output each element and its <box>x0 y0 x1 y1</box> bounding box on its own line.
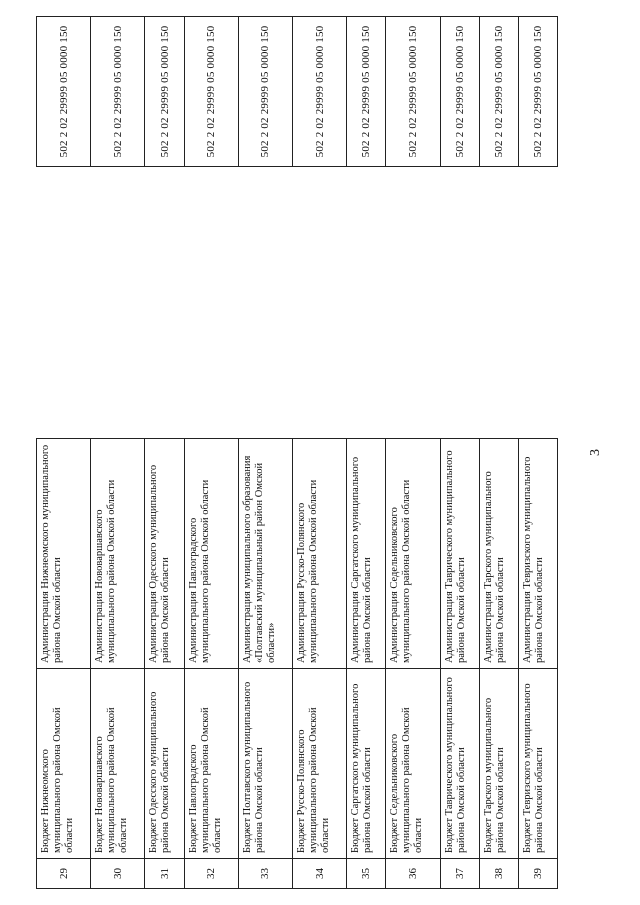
administrator-cell: Администрация Русско-Полянского муниципального района Омской области <box>293 439 347 669</box>
table-row <box>37 17 91 889</box>
administrator-cell: Администрация Таврического муниципального района Омской области <box>440 439 479 669</box>
budget-code-cell: 502 2 02 29999 05 0000 150 <box>518 17 557 167</box>
page-number: 3 <box>588 449 603 456</box>
budget-name-cell: Бюджет Павлоградского муниципального района Омской области <box>184 669 238 859</box>
table-row <box>386 17 440 889</box>
administrator-cell: Администрация Нововаршавского муниципального района Омской области <box>91 439 145 669</box>
administrator-cell: Администрация Седельниковского муниципального района Омской области <box>386 439 440 669</box>
budget-code-cell: 502 2 02 29999 05 0000 150 <box>145 17 184 167</box>
table-row <box>293 17 347 889</box>
budget-code-cell: 502 2 02 29999 05 0000 150 <box>238 17 292 167</box>
administrator-cell: Администрация муниципального образования «Полтавский муниципальный район Омской области» <box>238 439 292 669</box>
table-row <box>347 17 386 889</box>
administrator-cell: Администрация Одесского муниципального района Омской области <box>145 439 184 669</box>
row-number-cell: 33 <box>238 859 292 889</box>
budget-code-cell: 502 2 02 29999 05 0000 150 <box>347 17 386 167</box>
blank-cell <box>386 167 440 439</box>
administrator-cell: Администрация Павлоградского муниципального района Омской области <box>184 439 238 669</box>
administrator-cell: Администрация Нижнеомского муниципального района Омской области <box>37 439 91 669</box>
table-row <box>145 17 184 889</box>
budget-name-cell: Бюджет Тевризского муниципального района Омской области <box>518 669 557 859</box>
administrator-cell: Администрация Тевризского муниципального района Омской области <box>518 439 557 669</box>
budget-code-cell: 502 2 02 29999 05 0000 150 <box>91 17 145 167</box>
row-number-cell: 29 <box>37 859 91 889</box>
row-number-cell: 30 <box>91 859 145 889</box>
table-body <box>37 17 558 889</box>
budget-name-cell: Бюджет Полтавского муниципального района Омской области <box>238 669 292 859</box>
row-number-cell: 35 <box>347 859 386 889</box>
row-number-cell: 34 <box>293 859 347 889</box>
budget-table <box>36 16 558 889</box>
table-row <box>479 17 518 889</box>
administrator-cell: Администрация Тарского муниципального района Омской области <box>479 439 518 669</box>
row-number-cell: 38 <box>479 859 518 889</box>
blank-cell <box>37 167 91 439</box>
row-number-cell: 39 <box>518 859 557 889</box>
budget-name-cell: Бюджет Таврического муниципального района Омской области <box>440 669 479 859</box>
budget-code-cell: 502 2 02 29999 05 0000 150 <box>386 17 440 167</box>
blank-cell <box>293 167 347 439</box>
table-row <box>91 17 145 889</box>
row-number-cell: 32 <box>184 859 238 889</box>
budget-name-cell: Бюджет Нижнеомского муниципального района Омской области <box>37 669 91 859</box>
budget-name-cell: Бюджет Нововаршавского муниципального района Омской области <box>91 669 145 859</box>
budget-code-cell: 502 2 02 29999 05 0000 150 <box>184 17 238 167</box>
budget-name-cell: Бюджет Седельниковского муниципального района Омской области <box>386 669 440 859</box>
table-row <box>184 17 238 889</box>
row-number-cell: 36 <box>386 859 440 889</box>
blank-cell <box>347 167 386 439</box>
budget-name-cell: Бюджет Одесского муниципального района Омской области <box>145 669 184 859</box>
budget-code-cell: 502 2 02 29999 05 0000 150 <box>479 17 518 167</box>
row-number-cell: 37 <box>440 859 479 889</box>
blank-cell <box>479 167 518 439</box>
blank-cell <box>518 167 557 439</box>
budget-name-cell: Бюджет Русско-Полянского муниципального района Омской области <box>293 669 347 859</box>
budget-code-cell: 502 2 02 29999 05 0000 150 <box>293 17 347 167</box>
table-row <box>518 17 557 889</box>
blank-cell <box>184 167 238 439</box>
budget-code-cell: 502 2 02 29999 05 0000 150 <box>440 17 479 167</box>
budget-code-cell: 502 2 02 29999 05 0000 150 <box>37 17 91 167</box>
table-row <box>440 17 479 889</box>
blank-cell <box>91 167 145 439</box>
budget-name-cell: Бюджет Тарского муниципального района Омской области <box>479 669 518 859</box>
blank-cell <box>145 167 184 439</box>
row-number-cell: 31 <box>145 859 184 889</box>
administrator-cell: Администрация Саргатского муниципального района Омской области <box>347 439 386 669</box>
blank-cell <box>440 167 479 439</box>
budget-name-cell: Бюджет Саргатского муниципального района Омской области <box>347 669 386 859</box>
blank-cell <box>238 167 292 439</box>
table-row <box>238 17 292 889</box>
